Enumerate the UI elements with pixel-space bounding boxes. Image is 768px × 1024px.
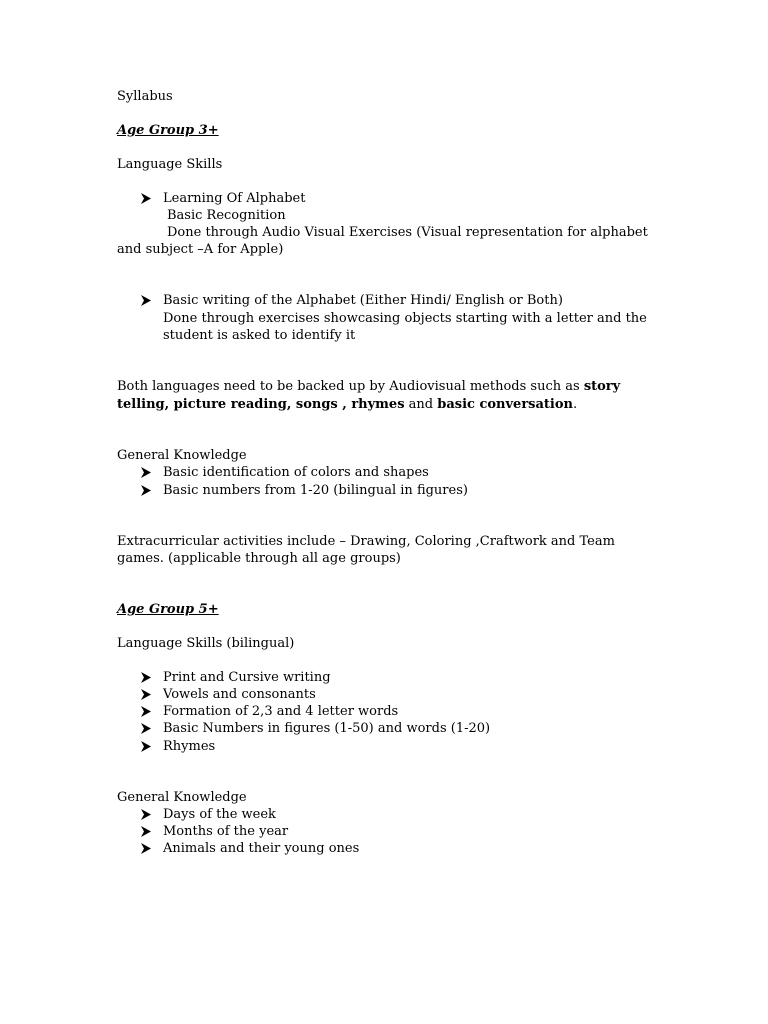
- lang-item-vowels: Vowels and consonants: [163, 687, 316, 702]
- sub-item-basic-recognition: Basic Recognition: [167, 208, 286, 223]
- language-skills-bilingual-heading: Language Skills (bilingual): [117, 636, 295, 651]
- arrowhead-bullet-icon: [141, 193, 151, 204]
- age-group-5-heading: Age Group 5+: [117, 602, 219, 617]
- language-skills-heading: Language Skills: [117, 157, 223, 172]
- lang-item-numbers: Basic Numbers in figures (1-50) and words (1-20): [163, 721, 491, 736]
- gk-item-colors-shapes: Basic identification of colors and shapes: [163, 465, 429, 480]
- bullet-item-basic-writing: Basic writing of the Alphabet (Either Hindi/ English or Both): [163, 293, 563, 308]
- arrowhead-bullet-icon: [141, 295, 151, 306]
- arrowhead-bullet-icon: [141, 741, 151, 752]
- arrowhead-bullet-icon: [141, 706, 151, 717]
- general-knowledge-heading-1: General Knowledge: [117, 448, 247, 463]
- both-languages-and: and: [404, 397, 438, 412]
- arrowhead-bullet-icon: [141, 672, 151, 683]
- sub-item-audio-visual-cont: and subject –A for Apple): [117, 242, 284, 257]
- both-languages-period: .: [572, 397, 578, 412]
- arrowhead-bullet-icon: [141, 485, 151, 496]
- gk-item-numbers: Basic numbers from 1-20 (bilingual in figures): [163, 483, 468, 498]
- document-title: Syllabus: [117, 89, 173, 104]
- arrowhead-bullet-icon: [141, 723, 151, 734]
- sub-item-identify: student is asked to identify it: [163, 328, 356, 343]
- both-languages-line-1: [117, 378, 620, 395]
- both-languages-bold-conversation: basic conversation: [437, 397, 573, 412]
- gk-item-months: Months of the year: [163, 824, 289, 839]
- extracurricular-line-1: Extracurricular activities include – Drawing, Coloring ,Craftwork and Team: [117, 534, 615, 549]
- both-languages-bold-methods: telling, picture reading, songs , rhymes: [117, 397, 405, 412]
- gk-item-animals: Animals and their young ones: [163, 841, 360, 856]
- arrowhead-bullet-icon: [141, 809, 151, 820]
- sub-item-exercises: Done through exercises showcasing objects starting with a letter and the: [163, 311, 647, 326]
- extracurricular-line-2: games. (applicable through all age groups): [117, 551, 401, 566]
- both-languages-text: Both languages need to be backed up by Audiovisual methods such as: [117, 379, 584, 394]
- lang-item-rhymes: Rhymes: [163, 739, 216, 754]
- arrowhead-bullet-icon: [141, 826, 151, 837]
- both-languages-line-2: [117, 396, 577, 413]
- both-languages-bold-story: story: [583, 379, 621, 394]
- age-group-3-heading: Age Group 3+: [117, 123, 219, 138]
- arrowhead-bullet-icon: [141, 467, 151, 478]
- lang-item-print-cursive: Print and Cursive writing: [163, 670, 331, 685]
- sub-item-audio-visual: Done through Audio Visual Exercises (Visual representation for alphabet: [167, 225, 648, 240]
- arrowhead-bullet-icon: [141, 843, 151, 854]
- general-knowledge-heading-2: General Knowledge: [117, 790, 247, 805]
- bullet-item-learning-alphabet: Learning Of Alphabet: [163, 191, 306, 206]
- lang-item-formation: Formation of 2,3 and 4 letter words: [163, 704, 399, 719]
- arrowhead-bullet-icon: [141, 689, 151, 700]
- gk-item-days: Days of the week: [163, 807, 276, 822]
